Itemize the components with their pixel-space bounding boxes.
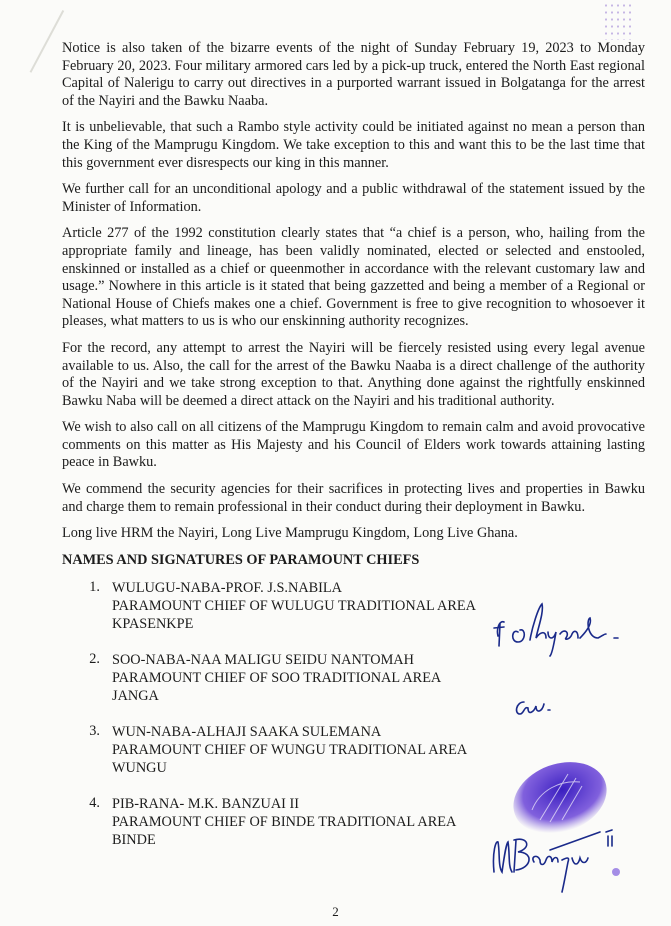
- signature-4-icon: [488, 822, 638, 902]
- paragraph-night-events: Notice is also taken of the bizarre events of the night of Sunday February 19, 2023 to Monday February 20, 2023. Four military armored cars led by a pick-up truck, entered the North East regional Capital of Nalerigu to carry out directives in a purported warrant issued in Bolgatanga for the arrest of the Nayiri and the Bawku Naaba.: [62, 40, 645, 109]
- signatures-heading: NAMES AND SIGNATURES OF PARAMOUNT CHIEFS: [62, 551, 420, 568]
- chief-location: WUNGU: [112, 760, 167, 777]
- chief-location: KPASENKPE: [112, 616, 194, 633]
- paper-fold-mark: [0, 0, 64, 73]
- chief-title: PARAMOUNT CHIEF OF SOO TRADITIONAL AREA: [112, 670, 442, 687]
- chief-number: 4.: [89, 795, 100, 812]
- chief-title: PARAMOUNT CHIEF OF WUNGU TRADITIONAL AREA: [112, 742, 468, 759]
- signature-2-icon: [510, 694, 560, 722]
- signature-1-icon: [490, 598, 640, 658]
- chief-title: PARAMOUNT CHIEF OF BINDE TRADITIONAL AREA: [112, 814, 457, 831]
- chief-number: 3.: [89, 723, 100, 740]
- chief-location: BINDE: [112, 832, 156, 849]
- chief-name: WUN-NABA-ALHAJI SAAKA SULEMANA: [112, 724, 382, 741]
- page-number: 2: [332, 904, 339, 919]
- document-body: [62, 40, 645, 867]
- chief-name: SOO-NABA-NAA MALIGU SEIDU NANTOMAH: [112, 652, 414, 669]
- chief-name: WULUGU-NABA-PROF. J.S.NABILA: [112, 580, 342, 597]
- paragraph-security-agencies: We commend the security agencies for their sacrifices in protecting lives and properties in Bawku and charge them to remain professional in their conduct during their deployment in Bawku.: [62, 481, 645, 515]
- paragraph-rambo-activity: It is unbelievable, that such a Rambo style activity could be initiated against no mean a person than the King of the Mamprugu Kingdom. We take exception to this and want this to be the last time that this government ever disrespects our king in this manner.: [62, 119, 645, 171]
- paragraph-long-live: Long live HRM the Nayiri, Long Live Mamprugu Kingdom, Long Live Ghana.: [62, 525, 518, 542]
- chief-title: PARAMOUNT CHIEF OF WULUGU TRADITIONAL AREA: [112, 598, 476, 615]
- chief-location: JANGA: [112, 688, 159, 705]
- paragraph-article-277: Article 277 of the 1992 constitution clearly states that “a chief is a person, who, hailing from the appropriate family and lineage, has been validly nominated, elected or selected and enstooled, enskinned or installed as a chief or queenmother in accordance with the relevant customary law and usage.” Nowhere in this article is it stated that being gazzetted and being a member of a Regional or National House of Chiefs makes one a chief. Government is free to give recognition to whosoever it pleases, what matters to us is who our enskinning authority recognizes.: [62, 225, 645, 330]
- chief-number: 2.: [89, 651, 100, 668]
- ink-specks: [603, 2, 633, 40]
- paragraph-calm-call: We wish to also call on all citizens of the Mamprugu Kingdom to remain calm and avoid provocative comments on this matter as His Majesty and his Council of Elders work towards attaining lasting peace in Bawku.: [62, 419, 645, 471]
- chief-name: PIB-RANA- M.K. BANZUAI II: [112, 796, 300, 813]
- paragraph-apology-call: We further call for an unconditional apology and a public withdrawal of the statement issued by the Minister of Information.: [62, 181, 645, 215]
- chief-number: 1.: [89, 579, 100, 596]
- paragraph-arrest-resistance: For the record, any attempt to arrest the Nayiri will be fiercely resisted using every legal avenue available to us. Also, the call for the arrest of the Bawku Naaba is a direct challenge of the authority of the Nayiri and we take strong exception to that. Anything done against the rightfully enskinned Bawku Naba will be deemed a direct attack on the Nayiri and his traditional authority.: [62, 339, 645, 409]
